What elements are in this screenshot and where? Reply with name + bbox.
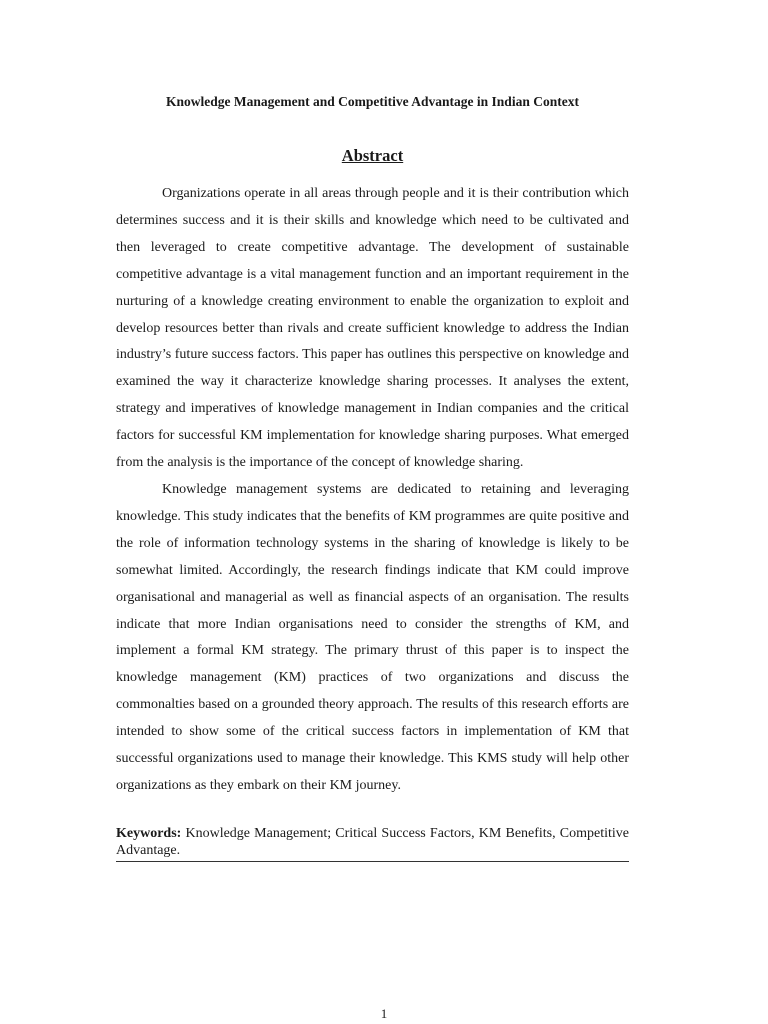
paper-title: Knowledge Management and Competitive Advantage in Indian Context xyxy=(166,94,579,109)
keywords-label: Keywords: xyxy=(116,826,182,841)
page-number: 1 xyxy=(380,1006,388,1021)
keywords-block xyxy=(116,825,629,862)
keywords-text: Knowledge Management; Critical Success Factors, KM Benefits, Competitive Advantage. xyxy=(116,826,629,858)
abstract-heading: Abstract xyxy=(341,146,404,165)
abstract-paragraph-1: Organizations operate in all areas through people and it is their contribution which determines success and it is their skills and knowledge which need to be cultivated and then leveraged to create competitive advantage. The development of sustainable competitive advantage is a vital management function and an important requirement in the nurturing of a knowledge creating environment to enable the organization to exploit and develop resources better than rivals and create sufficient knowledge to address the Indian industry’s future success factors. This paper has outlines this perspective on knowledge and examined the way it characterize knowledge sharing processes. It analyses the extent, strategy and imperatives of knowledge management in Indian companies and the critical factors for successful KM implementation for knowledge sharing purposes. What emerged from the analysis is the importance of the concept of knowledge sharing. xyxy=(116,186,629,471)
abstract-body xyxy=(116,181,629,800)
abstract-paragraph-2: Knowledge management systems are dedicated to retaining and leveraging knowledge. This study indicates that the benefits of KM programmes are quite positive and the role of information technology systems in the sharing of knowledge is likely to be somewhat limited. Accordingly, the research findings indicate that KM could improve organisational and managerial as well as financial aspects of an organisation. The results indicate that more Indian organisations need to consider the strengths of KM, and implement a formal KM strategy. The primary thrust of this paper is to inspect the knowledge management (KM) practices of two organizations and discuss the commonalties based on a grounded theory approach. The results of this research efforts are intended to show some of the critical success factors in implementation of KM that successful organizations used to manage their knowledge. This KMS study will help other organizations as they embark on their KM journey. xyxy=(116,481,629,793)
